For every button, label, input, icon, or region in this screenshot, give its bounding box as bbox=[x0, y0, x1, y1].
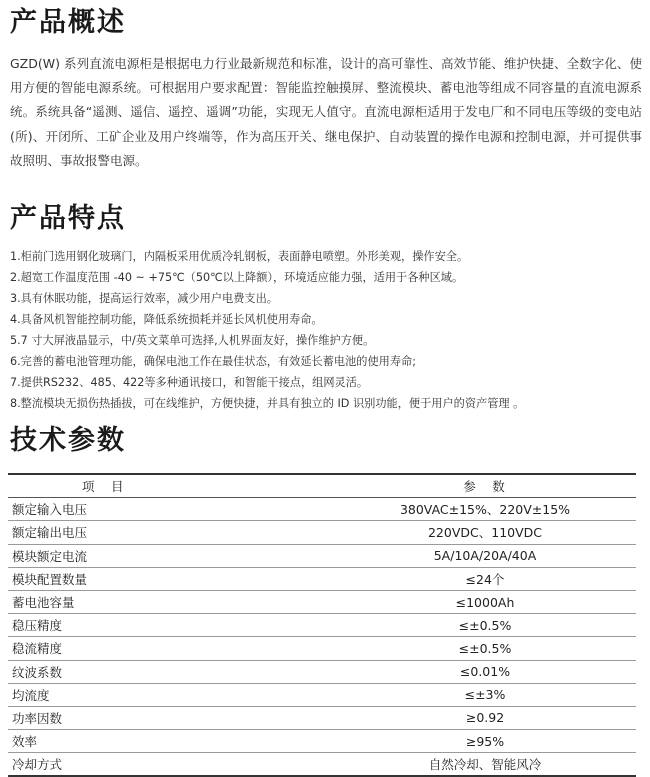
param-name: 额定输出电压 bbox=[8, 521, 334, 544]
features-list bbox=[10, 246, 646, 414]
param-name: 额定输入电压 bbox=[8, 498, 334, 521]
table-header-row bbox=[8, 474, 636, 498]
features-heading: 产品特点 bbox=[10, 203, 126, 234]
column-header-value: 参 数 bbox=[334, 474, 636, 498]
param-name: 稳压精度 bbox=[8, 614, 334, 637]
param-name: 模块额定电流 bbox=[8, 544, 334, 567]
param-name: 模块配置数量 bbox=[8, 567, 334, 590]
param-value: ≤±0.5% bbox=[334, 637, 636, 660]
table-row bbox=[8, 660, 636, 683]
param-value: ≥0.92 bbox=[334, 706, 636, 729]
param-name: 均流度 bbox=[8, 683, 334, 706]
param-value: 220VDC、110VDC bbox=[334, 521, 636, 544]
param-name: 功率因数 bbox=[8, 706, 334, 729]
param-value: ≥95% bbox=[334, 730, 636, 753]
table-row bbox=[8, 590, 636, 613]
table-row bbox=[8, 706, 636, 729]
param-name: 效率 bbox=[8, 730, 334, 753]
feature-item: 1.柜前门选用钢化玻璃门，内隔板采用优质冷轧钢板，表面静电喷塑。外形美观，操作安全。 bbox=[10, 250, 469, 263]
param-name: 冷却方式 bbox=[8, 753, 334, 777]
table-row bbox=[8, 498, 636, 521]
feature-item: 8.整流模块无损伤热插拔，可在线维护，方便快捷，并具有独立的 ID 识别功能，便于用户的资产管理 。 bbox=[10, 397, 525, 410]
table-row bbox=[8, 637, 636, 660]
param-name: 稳流精度 bbox=[8, 637, 334, 660]
parameters-heading: 技术参数 bbox=[10, 425, 126, 456]
table-row bbox=[8, 683, 636, 706]
column-header-item: 项 目 bbox=[8, 474, 334, 498]
table-row bbox=[8, 544, 636, 567]
table-row bbox=[8, 567, 636, 590]
parameters-table bbox=[8, 473, 636, 777]
param-value: ≤±0.5% bbox=[334, 614, 636, 637]
param-value: ≤0.01% bbox=[334, 660, 636, 683]
overview-paragraph: GZD(W) 系列直流电源柜是根据电力行业最新规范和标准，设计的高可靠性、高效节能、维护快捷、全数字化、使用方便的智能电源系统。可根据用户要求配置：智能监控触摸屏、整流模块、蓄电池等组成不同容量的直流电源系统。系统具备“遥测、遥信、遥控、遥调”功能，实现无人值守。直流电源柜适用于发电厂和不同电压等级的变电站(所)、开闭所、工矿企业及用户终端等，作为高压开关、继电保护、自动装置的操作电源和控制电源，并可提供事故照明、事故报警电源。 bbox=[10, 56, 642, 168]
param-value: 380VAC±15%、220V±15% bbox=[334, 498, 636, 521]
param-name: 蓄电池容量 bbox=[8, 590, 334, 613]
feature-item: 5.7 寸大屏液晶显示，中/英文菜单可选择,人机界面友好，操作维护方便。 bbox=[10, 334, 375, 347]
param-value: 自然冷却、智能风冷 bbox=[334, 753, 636, 777]
feature-item: 7.提供RS232、485、422等多种通讯接口，和智能干接点，组网灵活。 bbox=[10, 376, 369, 389]
feature-item: 3.具有休眠功能，提高运行效率，减少用户电费支出。 bbox=[10, 292, 278, 305]
table-row bbox=[8, 521, 636, 544]
param-name: 纹波系数 bbox=[8, 660, 334, 683]
overview-heading: 产品概述 bbox=[10, 7, 126, 38]
table-row bbox=[8, 730, 636, 753]
param-value: ≤24个 bbox=[334, 567, 636, 590]
param-value: 5A/10A/20A/40A bbox=[334, 544, 636, 567]
param-value: ≤±3% bbox=[334, 683, 636, 706]
feature-item: 4.具备风机智能控制功能，降低系统损耗并延长风机使用寿命。 bbox=[10, 313, 323, 326]
feature-item: 6.完善的蓄电池管理功能，确保电池工作在最佳状态，有效延长蓄电池的使用寿命; bbox=[10, 355, 417, 368]
param-value: ≤1000Ah bbox=[334, 590, 636, 613]
feature-item: 2.超宽工作温度范围 -40 ~ +75℃（50℃以上降额），环境适应能力强，适用于各种区域。 bbox=[10, 271, 464, 284]
table-row bbox=[8, 614, 636, 637]
table-row bbox=[8, 753, 636, 777]
